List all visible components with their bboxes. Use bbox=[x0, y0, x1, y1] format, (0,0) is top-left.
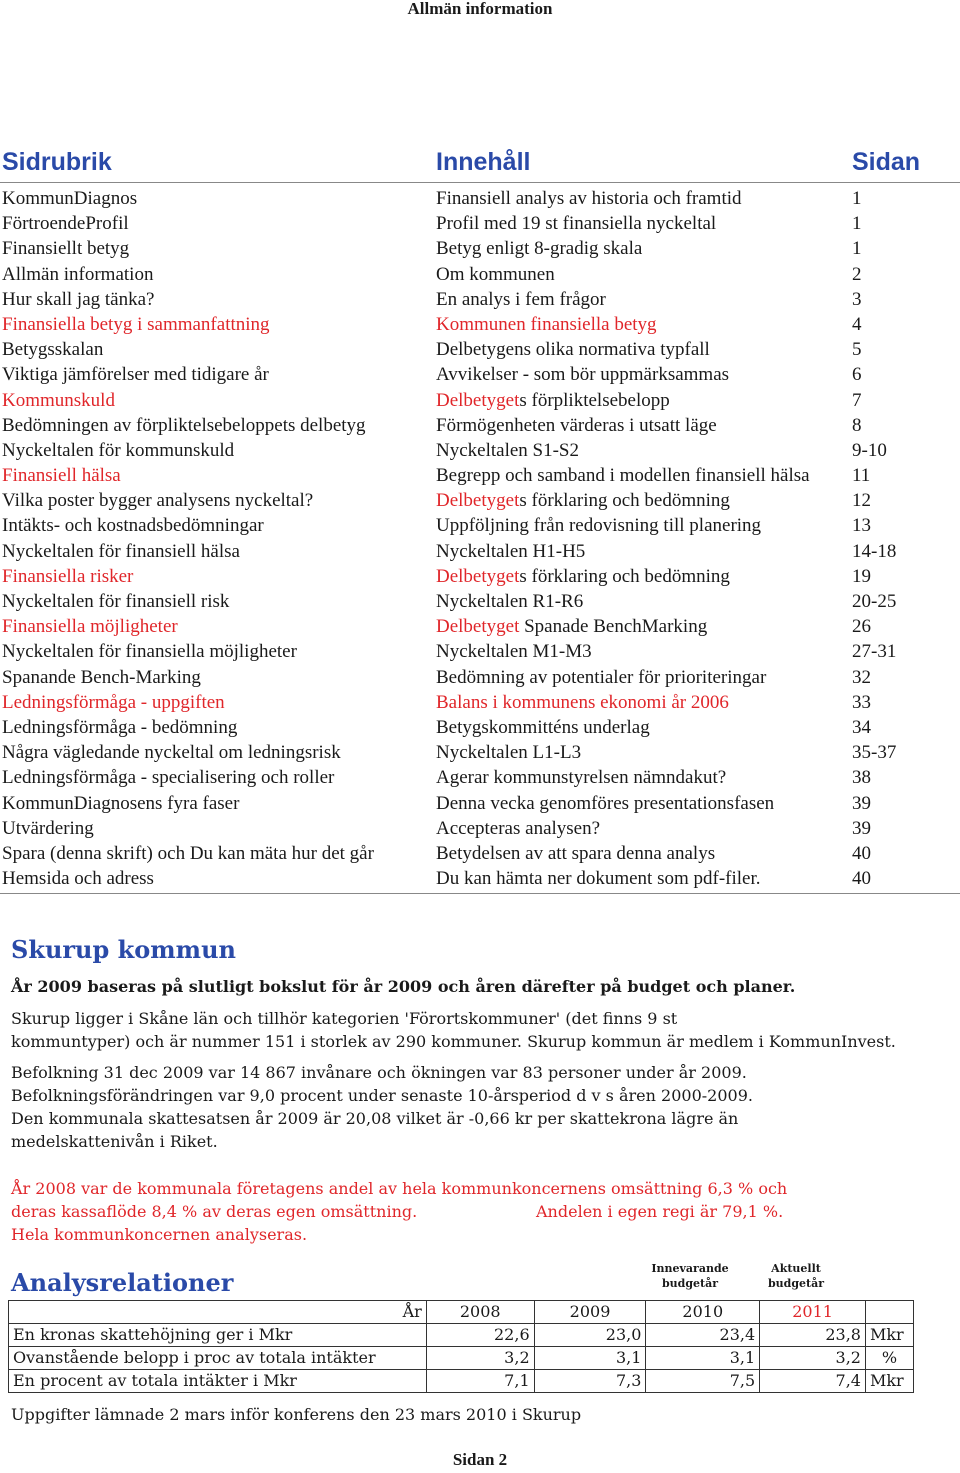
value-cell: 22,6 bbox=[426, 1324, 534, 1347]
toc-row-title: Nyckeltalen för finansiell risk bbox=[2, 591, 230, 612]
toc-row-content-highlight: Delbetyget bbox=[436, 389, 520, 411]
table-row bbox=[9, 1370, 914, 1393]
toc-row bbox=[0, 791, 960, 816]
toc-row bbox=[0, 337, 960, 362]
toc-row-page: 1 bbox=[852, 238, 862, 260]
toc-row bbox=[0, 312, 960, 337]
kommun-paragraph-1 bbox=[11, 1007, 956, 1053]
toc-row-page: 4 bbox=[852, 313, 862, 335]
toc-row-page: 35-37 bbox=[852, 742, 897, 764]
row-label: En kronas skattehöjning ger i Mkr bbox=[9, 1324, 427, 1347]
toc-row-page: 9-10 bbox=[852, 439, 887, 461]
note-line: budgetår bbox=[661, 1277, 719, 1290]
note-line: budgetår bbox=[767, 1277, 825, 1290]
unit-cell: Mkr bbox=[865, 1370, 913, 1393]
toc-row-page: 19 bbox=[852, 565, 871, 587]
page-header-title: Allmän information bbox=[407, 0, 553, 18]
toc-row-title: Nyckeltalen för finansiell hälsa bbox=[2, 540, 240, 562]
analys-heading: Analysrelationer bbox=[11, 1268, 234, 1297]
toc-row-content: Nyckeltalen L1-L3 bbox=[436, 742, 582, 764]
toc-row-content: En analys i fem frågor bbox=[436, 288, 606, 310]
toc-row-content-highlight: Delbetyget bbox=[436, 490, 520, 512]
toc-row-content: Uppföljning från redovisning till planering bbox=[436, 515, 762, 537]
toc-row-title: Spara (denna skrift) och Du kan mäta hur det går bbox=[2, 842, 374, 864]
toc-row-content: Betyg enligt 8-gradig skala bbox=[436, 238, 643, 260]
toc-row-page: 27-31 bbox=[852, 641, 897, 663]
toc-row bbox=[0, 413, 960, 438]
toc-row bbox=[0, 186, 960, 211]
page-footer: Sidan 2 bbox=[452, 1450, 508, 1469]
toc-row bbox=[0, 438, 960, 463]
toc-row-page: 7 bbox=[852, 389, 862, 411]
toc-row-content-highlight: Delbetyget bbox=[436, 616, 520, 638]
toc-col-content: Innehåll bbox=[436, 148, 531, 176]
toc-row-content-rest: Spanade BenchMarking bbox=[519, 616, 708, 638]
text-line: Den kommunala skattesatsen år 2009 är 20,08 vilket är -0,66 kr per skattekrona lägre än bbox=[11, 1109, 739, 1128]
note-line: Aktuellt bbox=[771, 1262, 821, 1275]
toc-row-content-rest: s förklaring och bedömning bbox=[519, 490, 730, 512]
toc-row bbox=[0, 211, 960, 236]
toc-row-page: 40 bbox=[852, 842, 871, 864]
year-cell: 2008 bbox=[426, 1301, 534, 1324]
toc-row-page: 32 bbox=[852, 666, 871, 688]
toc-row-content: Nyckeltalen H1-H5 bbox=[436, 540, 586, 562]
value-cell: 3,1 bbox=[646, 1347, 760, 1370]
toc-row-content: Agerar kommunstyrelsen nämndakut? bbox=[436, 767, 727, 789]
toc-row-page: 40 bbox=[852, 868, 871, 890]
toc-row-page: 5 bbox=[852, 339, 862, 361]
text-line: Befolkningsförändringen var 9,0 procent under senaste 10-årsperiod d v s åren 2000-2009. bbox=[11, 1086, 753, 1105]
unit-cell: % bbox=[865, 1347, 913, 1370]
toc-row-content bbox=[436, 564, 730, 589]
toc-row-page: 14-18 bbox=[852, 540, 897, 562]
toc-row-content: Förmögenheten värderas i utsatt läge bbox=[436, 414, 717, 436]
text-segment: deras kassaflöde 8,4 % av deras egen omsättning. bbox=[11, 1202, 418, 1221]
toc-row-title: Ledningsförmåga - uppgiften bbox=[2, 691, 225, 713]
toc-row-title: Viktiga jämförelser med tidigare år bbox=[2, 364, 269, 386]
toc-row-content: Nyckeltalen S1-S2 bbox=[436, 439, 580, 461]
toc-row bbox=[0, 262, 960, 287]
budget-note-actual bbox=[748, 1261, 844, 1291]
toc-row bbox=[0, 639, 960, 664]
kommun-intro: År 2009 baseras på slutligt bokslut för år 2009 och åren därefter på budget och planer. bbox=[11, 977, 796, 996]
toc-row bbox=[0, 488, 960, 513]
toc-row-content: Delbetygens olika normativa typfall bbox=[436, 339, 710, 361]
value-cell: 7,1 bbox=[426, 1370, 534, 1393]
toc-row bbox=[0, 513, 960, 538]
toc-row-title: Ledningsförmåga - bedömning bbox=[2, 716, 238, 738]
toc-row-title: Hur skall jag tänka? bbox=[2, 288, 155, 310]
toc-row-content: Betydelsen av att spara denna analys bbox=[436, 842, 716, 864]
value-cell: 23,4 bbox=[646, 1324, 760, 1347]
toc-row-page: 1 bbox=[852, 188, 862, 209]
text-line: År 2008 var de kommunala företagens andel av hela kommunkoncernens omsättning 6,3 % och bbox=[11, 1179, 788, 1198]
toc-row-content: Om kommunen bbox=[436, 263, 555, 285]
toc-row-content bbox=[436, 388, 670, 413]
toc-col-title: Sidrubrik bbox=[2, 148, 112, 176]
kommun-heading: Skurup kommun bbox=[11, 935, 236, 964]
toc-row-title: Betygsskalan bbox=[2, 339, 104, 361]
toc-row-page: 13 bbox=[852, 515, 871, 537]
text-line bbox=[11, 1200, 956, 1223]
toc-row-page: 20-25 bbox=[852, 591, 897, 612]
toc-row-content: Accepteras analysen? bbox=[436, 817, 601, 839]
budget-note-current bbox=[640, 1261, 740, 1291]
toc-row-title: Hemsida och adress bbox=[2, 868, 154, 890]
toc-row-page: 6 bbox=[852, 364, 862, 386]
toc-row bbox=[0, 287, 960, 312]
row-label: Ovanstående belopp i proc av totala intäkter bbox=[9, 1347, 427, 1370]
analys-footnote: Uppgifter lämnade 2 mars inför konferens den 23 mars 2010 i Skurup bbox=[11, 1405, 582, 1424]
toc-row-content: Nyckeltalen M1-M3 bbox=[436, 641, 592, 663]
note-line: Innevarande bbox=[651, 1262, 729, 1275]
toc-row-content: Bedömning av potentialer för prioriteringar bbox=[436, 666, 767, 688]
toc-row-content: Balans i kommunens ekonomi år 2006 bbox=[436, 691, 729, 713]
toc-row-title: Finansiella risker bbox=[2, 565, 134, 587]
toc-row-title: KommunDiagnos bbox=[2, 188, 138, 209]
toc-row-content: Kommunen finansiella betyg bbox=[436, 313, 657, 335]
toc-row-content: Denna vecka genomföres presentationsfasen bbox=[436, 792, 775, 814]
toc-row bbox=[0, 589, 960, 614]
value-cell: 23,0 bbox=[534, 1324, 646, 1347]
toc-row bbox=[0, 665, 960, 690]
toc-row bbox=[0, 236, 960, 261]
toc-row-content-rest: s förklaring och bedömning bbox=[519, 565, 730, 587]
toc-row bbox=[0, 539, 960, 564]
toc-row-content bbox=[436, 614, 707, 639]
toc-row-content-rest: s förpliktelsebelopp bbox=[519, 389, 670, 411]
unit-cell: Mkr bbox=[865, 1324, 913, 1347]
toc-row-page: 33 bbox=[852, 691, 871, 713]
toc-row-title: Finansiella möjligheter bbox=[2, 616, 178, 638]
year-label: År bbox=[9, 1301, 427, 1324]
toc-row-content: Finansiell analys av historia och framtid bbox=[436, 188, 742, 209]
toc-row bbox=[0, 564, 960, 589]
toc-row-content bbox=[436, 488, 730, 513]
toc-row-title: Finansiell hälsa bbox=[2, 465, 121, 487]
toc-row-page: 26 bbox=[852, 616, 871, 638]
year-cell: 2009 bbox=[534, 1301, 646, 1324]
toc-row bbox=[0, 816, 960, 841]
toc-list bbox=[0, 186, 960, 891]
toc-row-page: 38 bbox=[852, 767, 871, 789]
toc-row bbox=[0, 740, 960, 765]
text-line: Hela kommunkoncernen analyseras. bbox=[11, 1225, 308, 1244]
toc-row-content-highlight: Delbetyget bbox=[436, 565, 520, 587]
analys-table bbox=[8, 1300, 914, 1393]
toc-row bbox=[0, 362, 960, 387]
toc-row-page: 1 bbox=[852, 213, 862, 235]
text-line: Befolkning 31 dec 2009 var 14 867 invånare och ökningen var 83 personer under år 2009. bbox=[11, 1063, 747, 1082]
toc-row-title: Finansiella betyg i sammanfattning bbox=[2, 313, 270, 335]
toc-row bbox=[0, 866, 960, 891]
year-cell: 2011 bbox=[760, 1301, 866, 1324]
toc-row-title: Utvärdering bbox=[2, 817, 94, 839]
toc-row-title: KommunDiagnosens fyra faser bbox=[2, 792, 240, 814]
toc-row-content: Du kan hämta ner dokument som pdf-filer. bbox=[436, 868, 761, 890]
toc-row-title: Nyckeltalen för finansiella möjligheter bbox=[2, 641, 297, 663]
year-cell: 2010 bbox=[646, 1301, 760, 1324]
row-label: En procent av totala intäkter i Mkr bbox=[9, 1370, 427, 1393]
toc-row-page: 2 bbox=[852, 263, 862, 285]
table-header-row bbox=[9, 1301, 914, 1324]
empty-cell bbox=[865, 1301, 913, 1324]
value-cell: 3,2 bbox=[426, 1347, 534, 1370]
toc-row-content: Betygskommitténs underlag bbox=[436, 716, 650, 738]
toc-row-content: Avvikelser - som bör uppmärksammas bbox=[436, 364, 730, 386]
toc-row-page: 39 bbox=[852, 817, 871, 839]
value-cell: 3,1 bbox=[534, 1347, 646, 1370]
toc-row-page: 11 bbox=[852, 465, 871, 487]
toc-row-page: 39 bbox=[852, 792, 871, 814]
toc-row-title: Bedömningen av förpliktelsebeloppets delbetyg bbox=[2, 414, 366, 436]
toc-row bbox=[0, 715, 960, 740]
toc-row bbox=[0, 463, 960, 488]
kommun-red-paragraph bbox=[11, 1177, 956, 1246]
toc-row-title: Intäkts- och kostnadsbedömningar bbox=[2, 515, 264, 537]
text-line: medelskattenivån i Riket. bbox=[11, 1132, 218, 1151]
toc-header bbox=[0, 144, 960, 183]
kommun-paragraph-2 bbox=[11, 1061, 956, 1153]
toc-col-page: Sidan bbox=[852, 148, 921, 176]
toc-row bbox=[0, 388, 960, 413]
toc-row-content: Nyckeltalen R1-R6 bbox=[436, 591, 584, 612]
value-cell: 3,2 bbox=[760, 1347, 866, 1370]
toc-row-page: 12 bbox=[852, 490, 871, 512]
toc-row-title: Vilka poster bygger analysens nyckeltal? bbox=[2, 490, 314, 512]
toc-row-title: FörtroendeProfil bbox=[2, 213, 129, 235]
toc-row bbox=[0, 765, 960, 790]
toc-row-page: 3 bbox=[852, 288, 862, 310]
table-row bbox=[9, 1347, 914, 1370]
toc-row-title: Allmän information bbox=[2, 263, 154, 285]
table-row bbox=[9, 1324, 914, 1347]
toc-row-page: 8 bbox=[852, 414, 862, 436]
toc-row-title: Några vägledande nyckeltal om ledningsrisk bbox=[2, 742, 341, 764]
toc-divider bbox=[0, 893, 960, 894]
toc-row-title: Spanande Bench-Marking bbox=[2, 666, 201, 688]
toc-row bbox=[0, 690, 960, 715]
toc-row-page: 34 bbox=[852, 716, 871, 738]
text-line: Skurup ligger i Skåne län och tillhör kategorien 'Förortskommuner' (det finns 9 st bbox=[11, 1009, 678, 1028]
toc-row-content: Profil med 19 st finansiella nyckeltal bbox=[436, 213, 717, 235]
toc-row-title: Finansiellt betyg bbox=[2, 238, 130, 260]
toc-row-title: Nyckeltalen för kommunskuld bbox=[2, 439, 235, 461]
toc-row-title: Kommunskuld bbox=[2, 389, 115, 411]
value-cell: 23,8 bbox=[760, 1324, 866, 1347]
toc-row-content: Begrepp och samband i modellen finansiell hälsa bbox=[436, 465, 810, 487]
text-segment: Andelen i egen regi är 79,1 %. bbox=[536, 1202, 784, 1221]
toc-row-title: Ledningsförmåga - specialisering och roller bbox=[2, 767, 335, 789]
toc-row bbox=[0, 614, 960, 639]
value-cell: 7,4 bbox=[760, 1370, 866, 1393]
value-cell: 7,5 bbox=[646, 1370, 760, 1393]
toc-row bbox=[0, 841, 960, 866]
text-line: kommuntyper) och är nummer 151 i storlek av 290 kommuner. Skurup kommun är medlem i KommunInvest. bbox=[11, 1032, 896, 1051]
value-cell: 7,3 bbox=[534, 1370, 646, 1393]
